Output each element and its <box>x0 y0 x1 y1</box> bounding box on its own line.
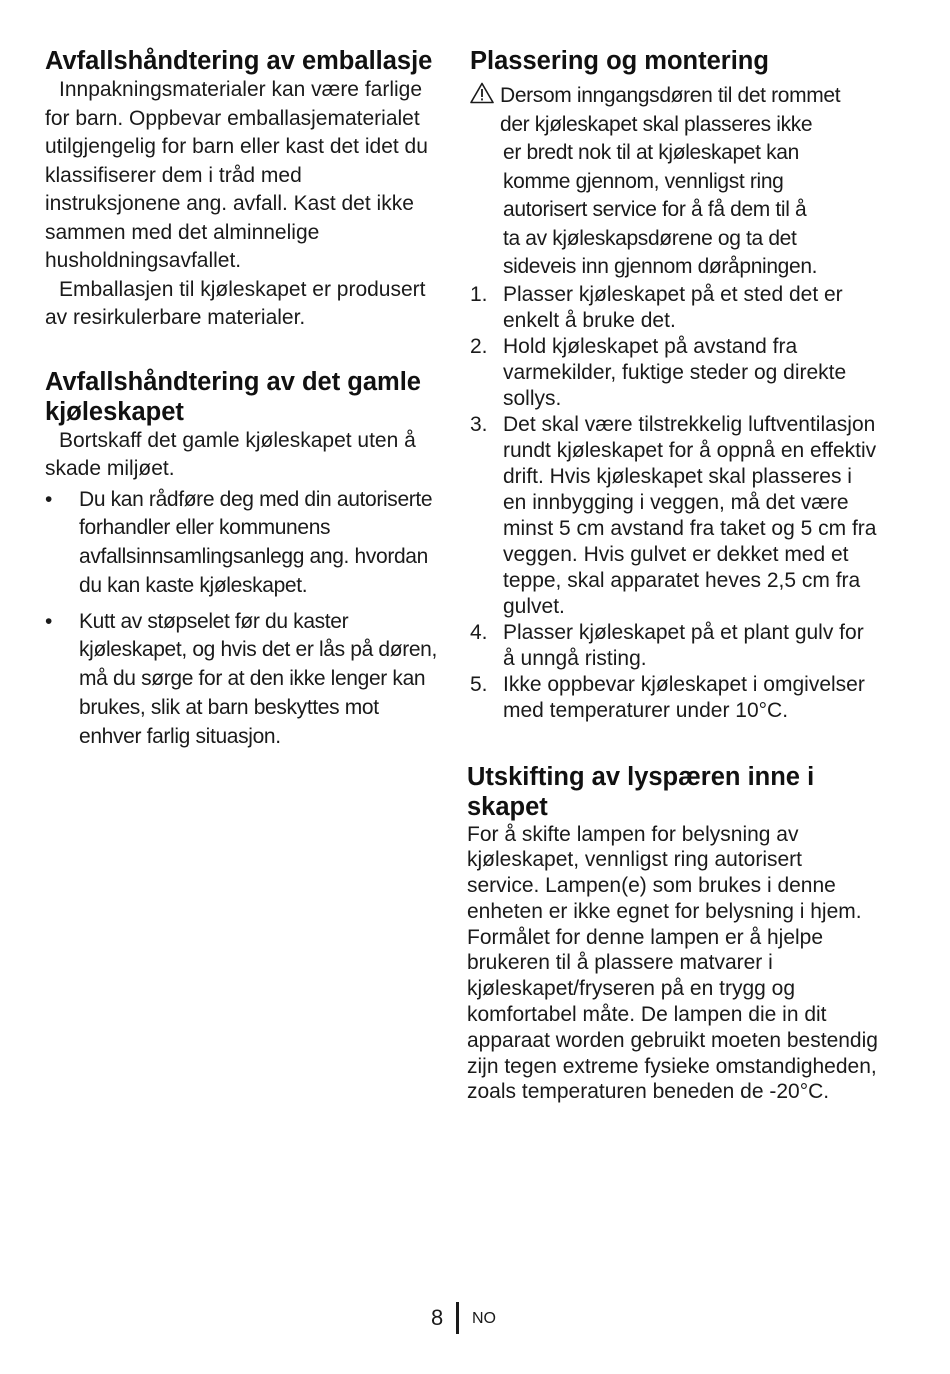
list-item <box>470 620 880 672</box>
warning-note <box>470 82 880 282</box>
list-item <box>45 486 440 601</box>
bullet-symbol: • <box>45 487 53 511</box>
step-text: Plasser kjøleskapet på et plant gulv for å unngå risting. <box>503 620 864 670</box>
placement-steps <box>470 282 880 724</box>
bullet-symbol: • <box>45 609 53 633</box>
right-column <box>467 46 880 1105</box>
warning-line: sideveis inn gjennom døråpningen. <box>503 255 818 278</box>
warning-line: autorisert service for å få dem til å <box>503 198 807 221</box>
step-text: Plasser kjøleskapet på et sted det er enkelt å bruke det. <box>503 282 843 332</box>
warning-line: Dersom inngangsdøren til det rommet <box>500 84 841 107</box>
bullet-text: Kutt av støpselet før du kaster kjøleskapet, og hvis det er lås på døren, må du sørge for at den ikke lenger kan brukes, slik at barn beskyttes mot enhver farlig situasjon. <box>79 609 438 748</box>
section-title-placement: Plassering og montering <box>470 47 769 75</box>
warning-line: der kjøleskapet skal plasseres ikke <box>500 112 813 136</box>
language-code: NO <box>472 1310 496 1327</box>
step-number: 2. <box>470 334 488 358</box>
section-title-bulb-replacement: Utskifting av lyspæren inne i skapet <box>467 762 815 821</box>
step-number: 3. <box>470 412 488 436</box>
warning-line: ta av kjøleskapsdørene og ta det <box>503 226 797 250</box>
step-text: Hold kjøleskapet på avstand fra varmekilder, fuktige steder og direkte sollys. <box>503 334 847 410</box>
step-number: 4. <box>470 620 488 644</box>
step-text: Ikke oppbevar kjøleskapet i omgivelser med temperaturer under 10°C. <box>503 672 865 722</box>
left-column <box>45 46 440 759</box>
step-number: 1. <box>470 282 488 306</box>
list-item <box>45 608 440 752</box>
warning-line: er bredt nok til at kjøleskapet kan <box>503 141 799 164</box>
packaging-paragraph: Innpakningsmaterialer kan være farlige for barn. Oppbevar emballasjematerialet utilgjengelig for barn eller kast det idet du klassifiserer dem i tråd med instruksjonene ang. avfall. Kast det ikke sammen med det alminnelige husholdningsavfallet. <box>45 78 428 272</box>
footer-divider <box>456 1302 459 1334</box>
old-fridge-intro: Bortskaff det gamle kjøleskapet uten å skade miljøet. <box>45 428 416 480</box>
page-footer <box>0 1302 950 1336</box>
list-item <box>470 672 880 724</box>
section-title-old-fridge-disposal: Avfallshåndtering av det gamle kjøleskapet <box>45 367 421 426</box>
warning-triangle-icon <box>470 82 494 104</box>
step-number: 5. <box>470 672 488 696</box>
page-number: 8 <box>431 1305 444 1330</box>
bullet-text: Du kan rådføre deg med din autoriserte forhandler eller kommunens avfallsinnsamlingsanlegg ang. hvordan du kan kaste kjøleskapet. <box>79 487 433 597</box>
warning-line: komme gjennom, vennligst ring <box>503 169 784 193</box>
bulb-replacement-paragraph: For å skifte lampen for belysning av kjøleskapet, vennligst ring autorisert service. Lampen(e) som brukes i denne enheten er ikke egnet for belysning i hjem. Formålet for denne lampen er å hjelpe brukeren til å plassere matvarer i kjøleskapet/fryseren på en trygg og komfortabel måte. De lampen die in dit apparaat worden gebruikt moeten bestendig zijn tegen extreme fysieke omstandigheden, zoals temperaturen beneden de -20°C. <box>467 822 878 1104</box>
list-item <box>470 412 880 620</box>
step-text: Det skal være tilstrekkelig luftventilasjon rundt kjøleskapet for å oppnå en effektiv drift. Hvis kjøleskapet skal plasseres i en innbygging i veggen, må det være minst 5 cm avstand fra taket og 5 cm fra veggen. Hvis gulvet er dekket med et teppe, skal apparatet heves 2,5 cm fra gulvet. <box>503 412 877 618</box>
list-item <box>470 282 880 334</box>
list-item <box>470 334 880 412</box>
disposal-bullet-list <box>45 486 440 752</box>
recyclable-paragraph: Emballasjen til kjøleskapet er produsert av resirkulerbare materialer. <box>45 277 426 329</box>
section-title-packaging-disposal: Avfallshåndtering av emballasje <box>45 47 433 75</box>
